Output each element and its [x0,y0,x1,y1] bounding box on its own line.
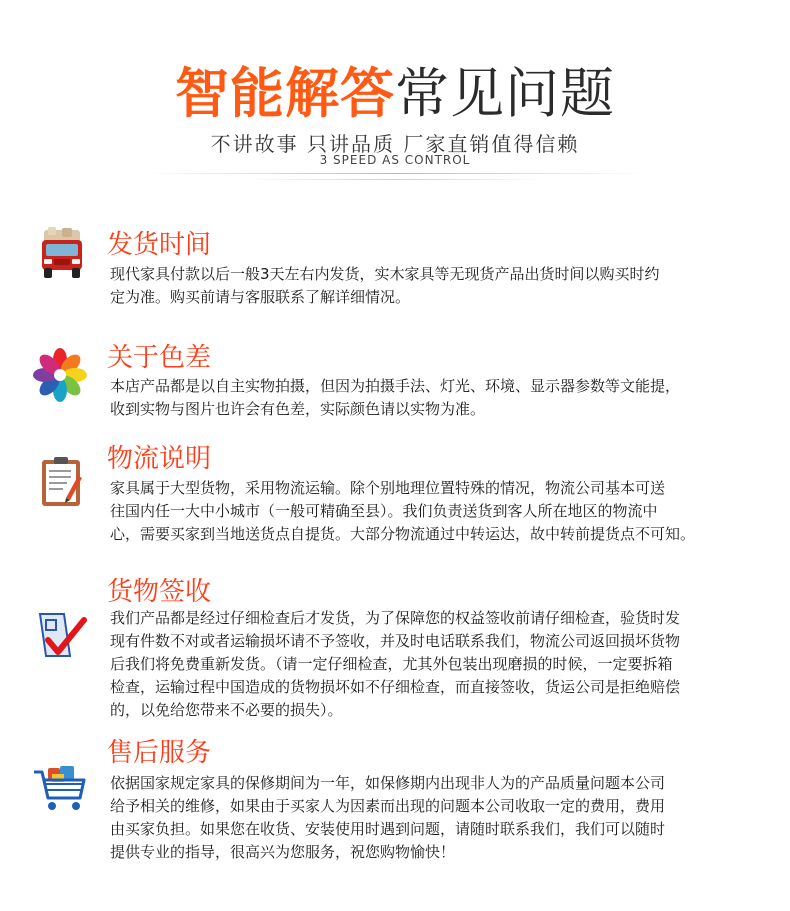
body-line: 提供专业的指导，很高兴为您服务，祝您购物愉快！ [110,843,456,861]
body-line: 本店产品都是以自主实物拍摄，但因为拍摄手法、灯光、环境、显示器参数等文能提， [110,377,681,395]
section-body [110,607,760,722]
body-line: 收到实物与图片也许会有色差，实际颜色请以实物为准。 [110,400,486,418]
body-line: 我们产品都是经过仔细检查后才发货，为了保障您的权益签收前请仔细检查，验货时发 [110,609,681,627]
title-highlight: 智能解答 [175,62,395,125]
shopping-cart-icon [32,760,88,816]
section-title: 货物签收 [107,577,212,607]
checkmark-icon [34,606,90,662]
section-title: 关于色差 [107,343,212,373]
page-tagline: 3 SPEED AS CONTROL [319,153,471,167]
page-subtitle: 不讲故事 只讲品质 厂家直销值得信赖 [210,132,580,156]
body-line: 后我们将免费重新发货。（请一定仔细检查，尤其外包装出现磨损的时候，一定要拆箱 [110,655,673,673]
body-line: 由买家负担。如果您在收货、安装使用时遇到问题，请随时联系我们，我们可以随时 [110,820,666,838]
body-line: 心，需要买家到当地送货点自提货。大部分物流通过中转运达，故中转前提货点不可知。 [110,525,696,543]
section-title: 发货时间 [107,230,212,260]
body-line: 依据国家规定家具的保修期间为一年，如保修期内出现非人为的产品质量问题本公司 [110,774,666,792]
body-line: 定为准。购买前请与客服联系了解详细情况。 [110,288,411,306]
title-rest: 常见问题 [395,62,615,125]
body-line: 检查，运输过程中国造成的货物损坏如不仔细检查，而直接签收，货运公司是拒绝赔偿 [110,678,681,696]
header-divider-secondary [245,179,545,180]
section-body [110,375,760,421]
body-line: 给予相关的维修，如果由于买家人为因素而出现的问题本公司收取一定的费用，费用 [110,797,666,815]
page-header [0,0,790,200]
color-wheel-icon [32,347,88,403]
body-line: 的，以免给您带来不必要的损失）。 [110,701,343,719]
body-line: 现代家具付款以后一般3天左右内发货，实木家具等无现货产品出货时间以购买时约 [110,265,660,283]
section-body [110,772,760,864]
body-line: 现有件数不对或者运输损坏请不予签收，并及时电话联系我们，物流公司返回损坏货物 [110,632,681,650]
delivery-truck-icon [34,226,90,282]
body-line: 家具属于大型货物，采用物流运输。除个别地理位置特殊的情况，物流公司基本可送 [110,479,666,497]
section-title: 售后服务 [107,738,212,768]
body-line: 往国内任一大中小城市（一般可精确至县）。我们负责送货到客人所在地区的物流中 [110,502,658,520]
section-body [110,263,760,309]
clipboard-icon [34,454,90,510]
page-title [0,58,790,130]
header-divider [145,173,645,174]
section-body [110,477,760,546]
section-title: 物流说明 [107,444,212,474]
